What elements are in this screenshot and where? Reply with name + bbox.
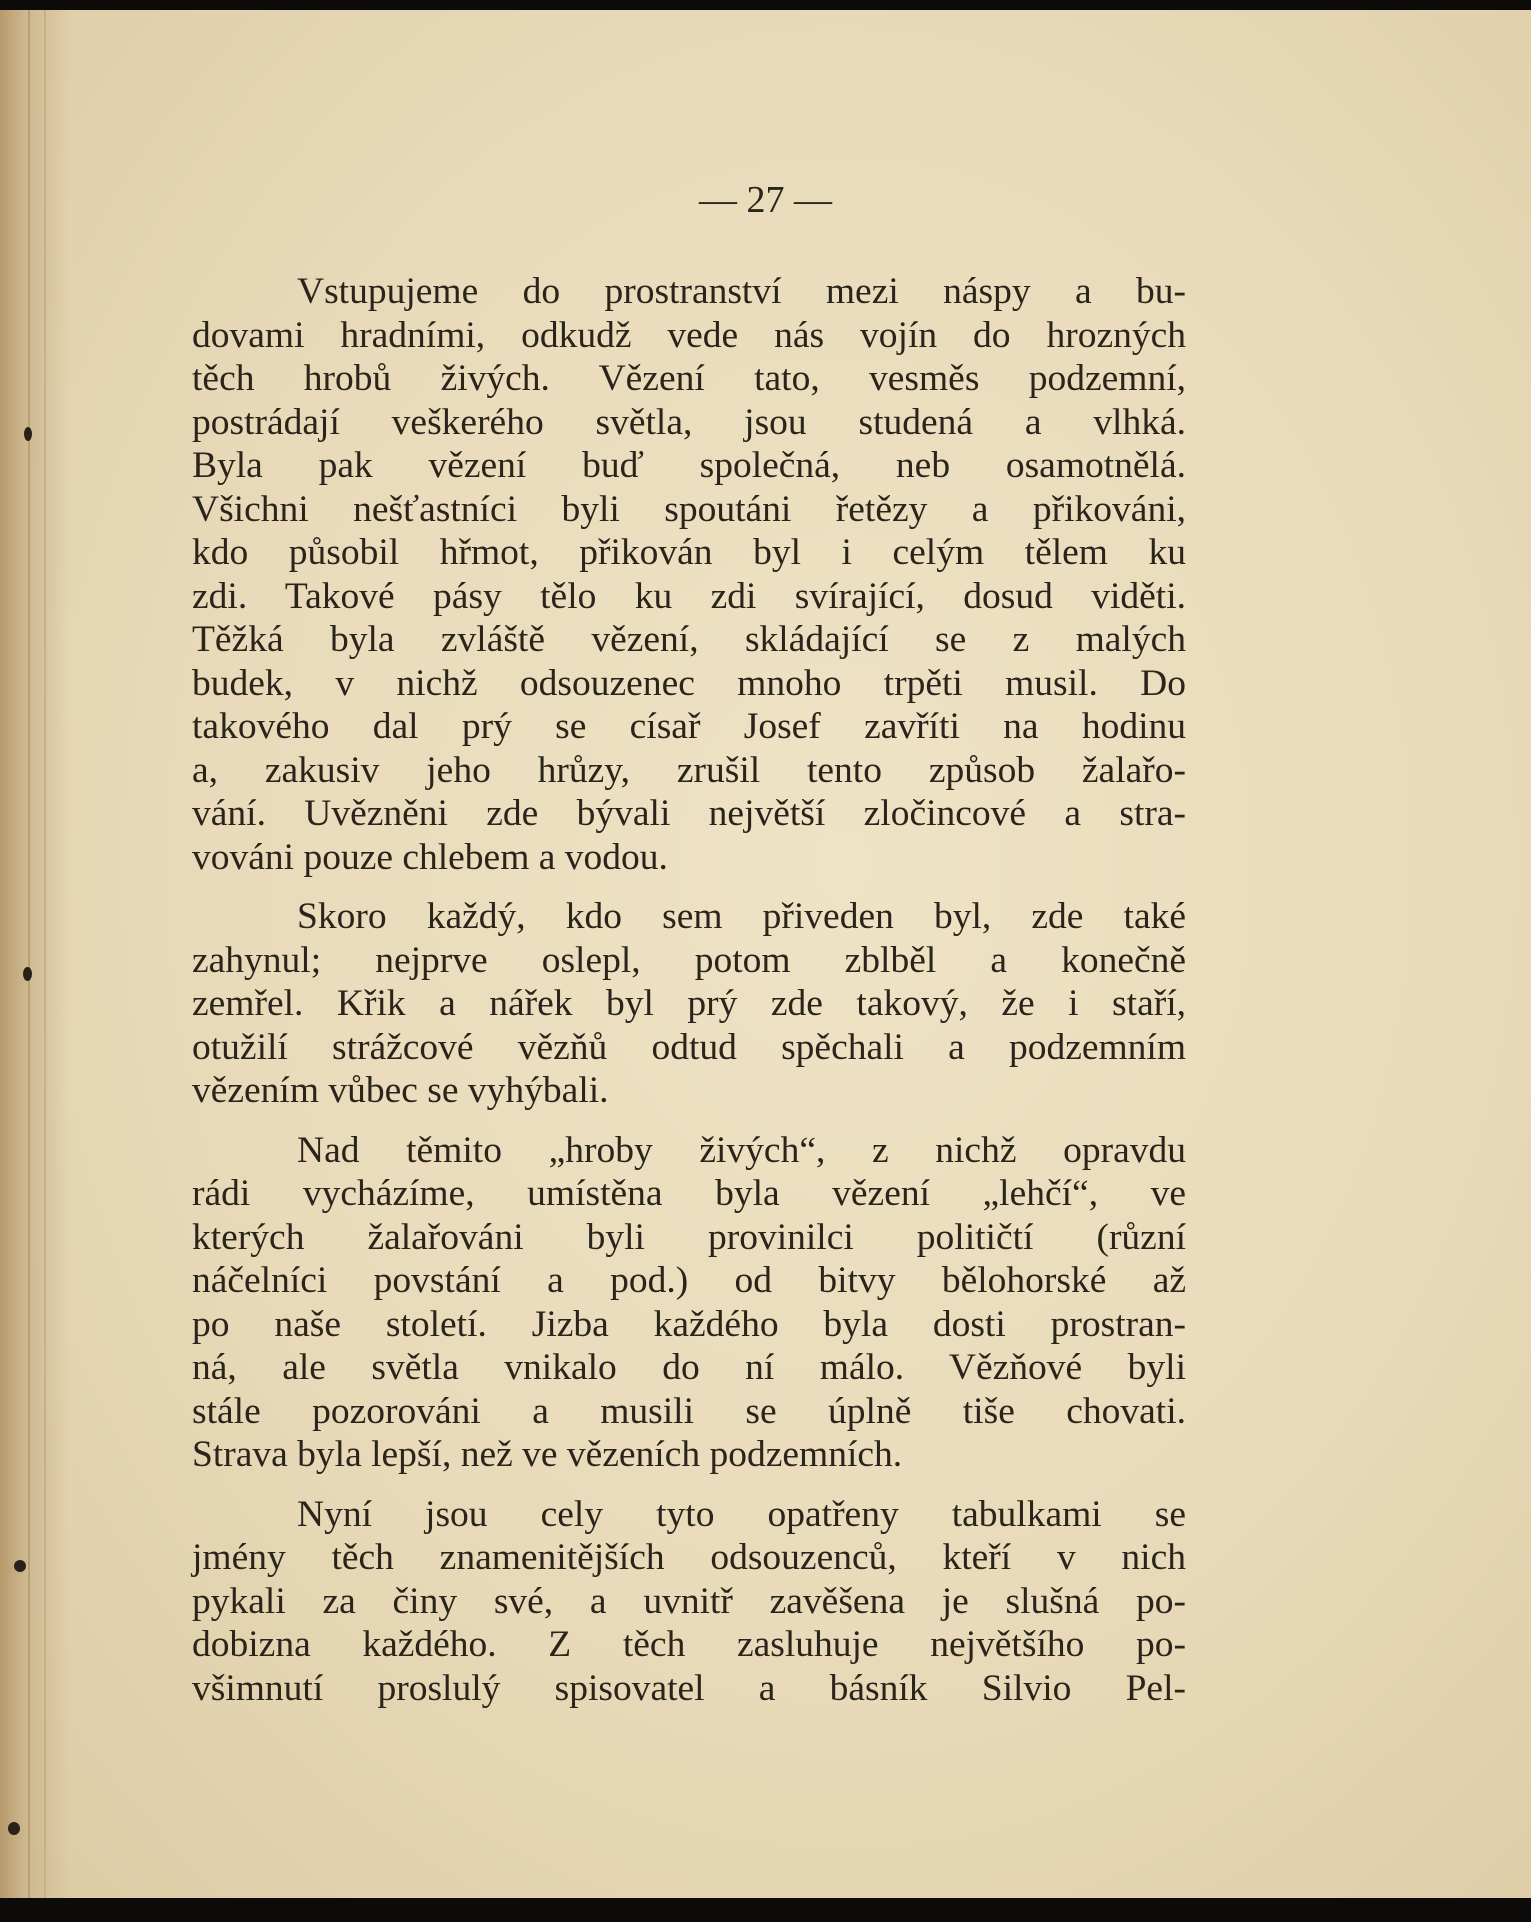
text-line: náčelníci povstání a pod.) od bitvy bělohorské až	[192, 1260, 1186, 1301]
binding-hole-mark	[14, 1560, 26, 1572]
text-line: otužilí strážcové vězňů odtud spěchali a podzemním	[192, 1026, 1186, 1068]
text-line: zemřel. Křik a nářek byl prý zde takový, že i staří,	[192, 983, 1186, 1024]
text-line: po naše století. Jizba každého byla dosti prostran-	[192, 1303, 1186, 1345]
text-line: vězením vůbec se vyhýbali.	[192, 1070, 609, 1111]
paragraph	[192, 270, 1186, 879]
text-line: vání. Uvězněni zde bývali největší zločincové a stra-	[192, 793, 1186, 834]
text-line: zdi. Takové pásy tělo ku zdi svírající, dosud viděti.	[192, 575, 1186, 617]
text-line: Těžká byla zvláště vězení, skládající se z malých	[192, 619, 1186, 660]
scan-bottom-border	[0, 1898, 1531, 1910]
page-edge-shadow	[0, 10, 70, 1910]
text-line: Všichni nešťastníci byli spoutáni řetězy a přikováni,	[192, 488, 1186, 530]
text-line: Skoro každý, kdo sem přiveden byl, zde také	[297, 896, 1186, 937]
binding-hole-mark	[23, 967, 32, 981]
text-line: Strava byla lepší, než ve vězeních podzemních.	[192, 1434, 903, 1475]
binding-hole-mark	[24, 427, 32, 441]
paragraph	[192, 1493, 1186, 1711]
text-line: a, zakusiv jeho hrůzy, zrušil tento způsob žalařo-	[192, 749, 1186, 791]
text-line: Vstupujeme do prostranství mezi náspy a bu-	[297, 271, 1186, 312]
text-line: těch hrobů živých. Vězení tato, vesměs podzemní,	[192, 358, 1186, 399]
text-line: vováni pouze chlebem a vodou.	[192, 836, 668, 878]
text-line: Byla pak vězení buď společná, neb osamotnělá.	[192, 445, 1186, 486]
text-line: ná, ale světla vnikalo do ní málo. Vězňové byli	[192, 1347, 1186, 1388]
text-line: dobizna každého. Z těch zasluhuje největšího po-	[192, 1624, 1186, 1665]
text-line: pykali za činy své, a uvnitř zavěšena je slušná po-	[192, 1580, 1186, 1622]
page-edge-line	[44, 10, 46, 1910]
page-number: — 27 —	[699, 179, 832, 221]
text-line: kdo působil hřmot, přikován byl i celým tělem ku	[192, 532, 1186, 573]
text-line: všimnutí proslulý spisovatel a básník Silvio Pel-	[192, 1667, 1186, 1709]
body-text	[192, 270, 1186, 1710]
text-line: stále pozorováni a musili se úplně tiše chovati.	[192, 1390, 1186, 1432]
text-line: takového dal prý se císař Josef zavříti na hodinu	[192, 706, 1186, 747]
text-line: budek, v nichž odsouzenec mnoho trpěti musil. Do	[192, 662, 1186, 704]
page-edge-line	[28, 10, 30, 1910]
text-line: dovami hradními, odkudž vede nás vojín do hrozných	[192, 314, 1186, 356]
text-line: Nad těmito „hroby živých“, z nichž opravdu	[297, 1129, 1186, 1171]
paragraph	[192, 1129, 1186, 1477]
binding-hole-mark	[8, 1822, 20, 1835]
paragraph	[192, 895, 1186, 1113]
text-line: kterých žalařováni byli provinilci političtí (různí	[192, 1216, 1186, 1258]
text-line: rádi vycházíme, umístěna byla vězení „lehčí“, ve	[192, 1173, 1186, 1214]
text-line: jmény těch znamenitějších odsouzenců, kteří v nich	[192, 1537, 1186, 1578]
book-page	[0, 10, 1531, 1910]
text-line: zahynul; nejprve oslepl, potom zblběl a konečně	[192, 939, 1186, 981]
text-line: postrádají veškerého světla, jsou studená a vlhká.	[192, 401, 1186, 443]
text-line: Nyní jsou cely tyto opatřeny tabulkami se	[297, 1493, 1186, 1535]
